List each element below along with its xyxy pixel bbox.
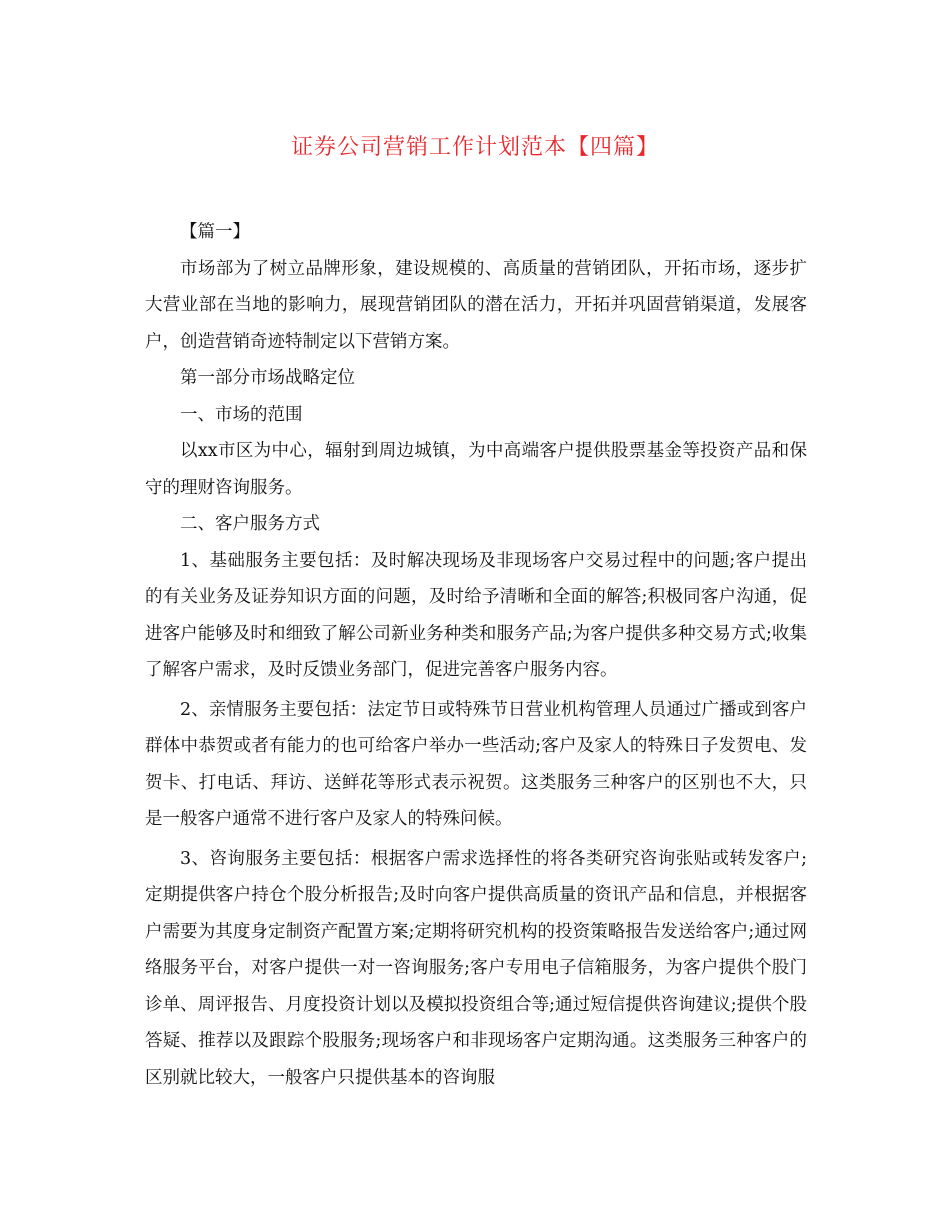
heading-market-strategy: 第一部分市场战略定位: [180, 368, 355, 388]
paragraph-family-service: 2、亲情服务主要包括：法定节日或特殊节日营业机构管理人员通过广播或到客户群体中恭贺或者有能力的也可给客户举办一些活动;客户及家人的特殊日子发贺电、发贺卡、打电话、拜访、送鲜花等形式表示祝贺。这类服务三种客户的区别也不大，只是一般客户通常不进行客户及家人的特殊问候。: [145, 699, 807, 829]
document-title: 证券公司营销工作计划范本【四篇】: [290, 135, 659, 160]
paragraph-market-scope: 以xx市区为中心，辐射到周边城镇，为中高端客户提供股票基金等投资产品和保守的理财咨询服务。: [145, 441, 807, 498]
paragraph-consulting-service: 3、咨询服务主要包括：根据客户需求选择性的将各类研究咨询张贴或转发客户;定期提供客户持仓个股分析报告;及时向客户提供高质量的资讯产品和信息，并根据客户需要为其度身定制资产配置方案;定期将研究机构的投资策略报告发送给客户;通过网络服务平台，对客户提供一对一咨询服务;客户专用电子信箱服务，为客户提供个股门诊单、周评报告、月度投资计划以及模拟投资组合等;通过短信提供咨询建议;提供个股答疑、推荐以及跟踪个股服务;现场客户和非现场客户定期沟通。这类服务三种客户的区别就比较大，一般客户只提供基本的咨询服: [145, 848, 807, 1088]
heading-customer-service: 二、客户服务方式: [180, 514, 320, 534]
paragraph-basic-service: 1、基础服务主要包括：及时解决现场及非现场客户交易过程中的问题;客户提出的有关业务及证券知识方面的问题，及时给予清晰和全面的解答;积极同客户沟通，促进客户能够及时和细致了解公司新业务种类和服务产品;为客户提供多种交易方式;收集了解客户需求，及时反馈业务部门，促进完善客户服务内容。: [145, 550, 807, 680]
heading-market-scope: 一、市场的范围: [180, 404, 303, 425]
section-heading-part-one: 【篇一】: [180, 222, 250, 242]
paragraph-intro: 市场部为了树立品牌形象，建设规模的、高质量的营销团队，开拓市场，逐步扩大营业部在当地的影响力，展现营销团队的潜在活力，开拓并巩固营销渠道，发展客户，创造营销奇迹特制定以下营销方案。: [145, 258, 807, 352]
document-body: [145, 214, 807, 1096]
